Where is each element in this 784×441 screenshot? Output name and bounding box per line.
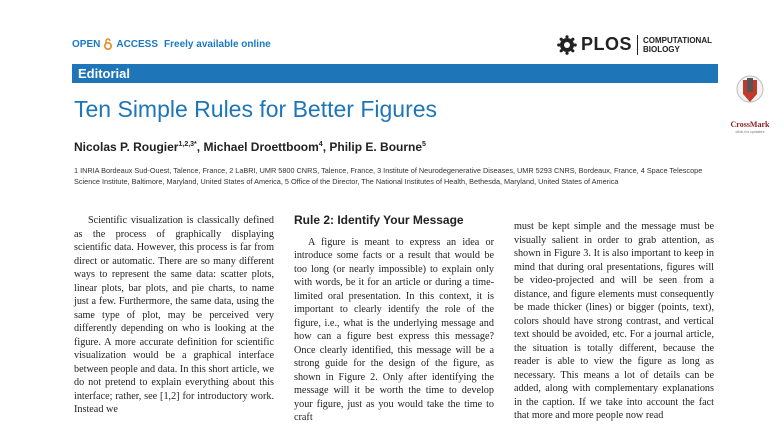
affiliations: 1 INRIA Bordeaux Sud-Ouest, Talence, France, 2 LaBRI, UMR 5800 CNRS, Talence, France, 3 Institute of Neurodegenerative Diseases, UMR 5293 CNRS, Bordeaux, France, 4 Space Telescope Science Institute, Baltimore, Maryland, United States of America, 5 Office of the Director, The National Institutes of Health, Bethesda, Maryland, United States of America — [74, 166, 703, 186]
author-list: Nicolas P. Rougier$^{1,2,3*}$, Michael Droettboom$^4$, Philip E. Bourne$^5$ — [74, 140, 426, 154]
open-access-left: OPEN — [72, 38, 101, 50]
plos-mark-icon — [557, 35, 577, 55]
open-lock-icon — [103, 38, 113, 50]
author-name[interactable]: Michael Droettboom — [203, 140, 319, 154]
paragraph: Scientific visualization is classically defined as the process of graphically displaying scientific data. However, this process is far from direct or automatic. There are so many different ways to represent the same data: scatter plots, linear plots, bar plots, and pie charts, to name just a few. Furthermore, the same data, using the same type of plot, may be perceived very differently depending on who is looking at the figure. A more accurate definition for scientific visualization would be a graphical interface between people and data. In this short article, we do not pretend to explain everything about this interface; rather, see [1,2] for introductory work. Instead we — [74, 215, 274, 415]
journal-header — [72, 34, 712, 58]
author-name[interactable]: Philip E. Bourne — [329, 140, 423, 154]
crossmark-icon — [735, 74, 765, 114]
article-title: Ten Simple Rules for Better Figures — [74, 96, 438, 122]
freely-available-text: Freely available online — [164, 38, 271, 50]
author-affiliation-marks: 1,2,3* — [178, 141, 197, 148]
author-affiliation-marks: 5 — [422, 141, 426, 148]
author-affiliation-marks: 4 — [318, 141, 323, 148]
body-column-2 — [294, 214, 494, 425]
section-label: Editorial — [78, 66, 131, 81]
crossmark-badge[interactable] — [722, 74, 778, 132]
body-column-1 — [74, 214, 274, 417]
crossmark-label: CrossMark — [730, 120, 770, 129]
journal-name — [643, 36, 712, 54]
open-access-right: ACCESS — [116, 38, 159, 50]
paragraph: A figure is meant to express an idea or introduce some facts or a result that would be too long (or nearly impossible) to explain only with words, be it for an article or during a time-limited oral presentation. In this context, it is important to clearly identify the role of the figure, i.e., what is the underlying message and how can a figure best express this message? Once clearly identified, this message will be a strong guide for the design of the figure, as shown in Figure 2. Only after identifying the message will it be worth the time to develop your figure, just as you would take the time to craft — [294, 236, 494, 423]
paragraph: must be kept simple and the message must be visually salient in order to grab attention, as shown in Figure 3. It is also important to keep in mind that during oral presentations, figures will be video-projected and will be seen from a distance, and figure elements must consequently be made thicker (lines) or bigger (points, text), colors should have strong contrast, and vertical text should be avoided, etc. For a journal article, the situation is totally different, because the reader is able to view the figure as long as necessary. This means a lot of details can be added, along with complementary explanations in the caption. If we take into account the fact that more and more people now read — [514, 221, 714, 421]
crossmark-sub: click for updates — [735, 129, 765, 134]
plos-wordmark: PLOS — [580, 34, 632, 54]
plos-logo[interactable] — [557, 34, 712, 55]
section-heading: Rule 2: Identify Your Message — [294, 213, 464, 227]
logo-divider — [637, 35, 638, 55]
open-access-badge[interactable] — [72, 38, 271, 50]
body-column-3 — [514, 220, 714, 423]
section-bar — [72, 64, 718, 83]
journal-name-line2: BIOLOGY — [642, 44, 680, 54]
author-name[interactable]: Nicolas P. Rougier — [74, 140, 179, 154]
journal-name-line1: COMPUTATIONAL — [642, 35, 712, 45]
